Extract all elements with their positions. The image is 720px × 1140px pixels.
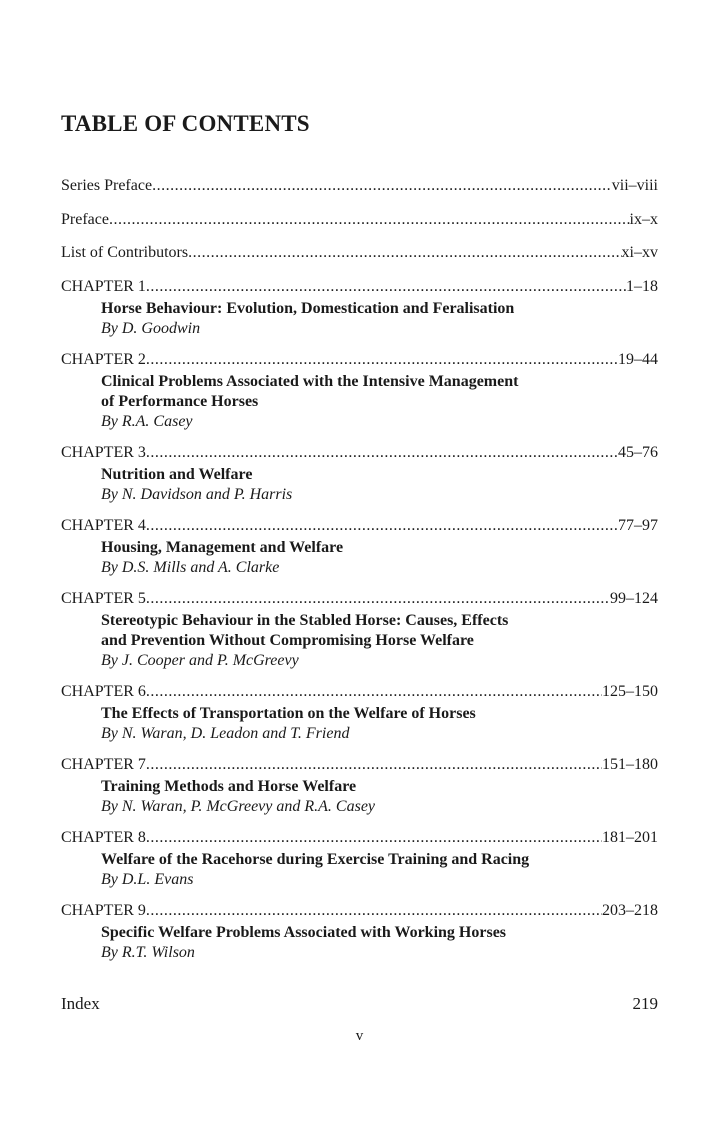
chapter-title-line: Housing, Management and Welfare (101, 538, 344, 556)
dot-leader (146, 753, 602, 777)
chapter-title-line: Horse Behaviour: Evolution, Domestication and Feralisation (101, 299, 515, 317)
toc-entry-chapter-4[interactable] (61, 514, 658, 578)
toc-entry-chapter-5[interactable] (61, 587, 658, 671)
toc-entry-list-of-contributors[interactable] (61, 241, 658, 265)
toc-entry-chapter-7[interactable] (61, 753, 658, 817)
page-number: v (355, 1028, 364, 1044)
chapter-title (61, 923, 601, 943)
entry-pages: vii–viii (611, 177, 658, 194)
chapter-title-line: and Prevention Without Compromising Horse Welfare (101, 631, 474, 649)
chapter-title (61, 299, 601, 319)
chapter-title (61, 704, 601, 724)
toc-entry-chapter-9[interactable] (61, 899, 658, 963)
chapter-label: CHAPTER 9 (61, 901, 146, 919)
chapter-title-line: Training Methods and Horse Welfare (101, 777, 357, 795)
entry-label: Series Preface (61, 177, 153, 194)
dot-leader (109, 208, 630, 232)
toc-entry-chapter-8[interactable] (61, 826, 658, 890)
chapter-author: By N. Waran, P. McGreevy and R.A. Casey (101, 797, 376, 815)
entry-label: Preface (61, 210, 109, 228)
toc-entry-index[interactable] (61, 992, 658, 1016)
chapter-author: By D.S. Mills and A. Clarke (101, 558, 280, 576)
chapter-author: By D.L. Evans (101, 870, 194, 888)
chapter-pages: 99–124 (610, 589, 658, 607)
chapter-title (61, 611, 601, 651)
dot-leader (188, 241, 621, 265)
chapter-author: By R.A. Casey (101, 412, 193, 430)
dot-leader (146, 275, 626, 299)
chapter-author: By D. Goodwin (101, 319, 201, 337)
chapter-author: By N. Waran, D. Leadon and T. Friend (101, 724, 350, 742)
chapter-pages: 77–97 (618, 516, 658, 534)
dot-leader (146, 680, 602, 704)
entry-pages: ix–x (629, 210, 658, 228)
chapter-title-line: Welfare of the Racehorse during Exercise Training and Racing (101, 850, 530, 868)
chapter-label: CHAPTER 3 (61, 443, 146, 461)
chapter-author: By J. Cooper and P. McGreevy (101, 651, 299, 669)
toc-entry-chapter-2[interactable] (61, 348, 658, 432)
dot-leader (146, 441, 618, 465)
chapter-label: CHAPTER 2 (61, 350, 146, 368)
chapter-label: CHAPTER 8 (61, 828, 146, 846)
chapter-pages: 203–218 (602, 901, 658, 919)
chapter-author: By R.T. Wilson (101, 943, 195, 961)
chapter-pages: 151–180 (602, 755, 658, 773)
chapter-label: CHAPTER 1 (61, 277, 146, 295)
dot-leader (152, 174, 612, 198)
toc-entry-series-preface[interactable] (61, 174, 658, 198)
chapter-title (61, 372, 601, 412)
index-page: 219 (632, 994, 658, 1013)
dot-leader (146, 587, 610, 611)
chapter-pages: 19–44 (618, 350, 658, 368)
chapter-pages: 125–150 (602, 682, 658, 700)
dot-leader (146, 348, 618, 372)
chapter-title (61, 538, 601, 558)
chapter-title (61, 465, 601, 485)
chapter-title (61, 777, 601, 797)
chapter-label: CHAPTER 7 (61, 755, 146, 773)
toc-entry-chapter-1[interactable] (61, 275, 658, 339)
chapter-pages: 45–76 (618, 443, 658, 461)
page-title: TABLE OF CONTENTS (61, 111, 310, 136)
chapter-author: By N. Davidson and P. Harris (101, 485, 293, 503)
chapter-title-line: Stereotypic Behaviour in the Stabled Horse: Causes, Effects (101, 611, 509, 629)
toc-list (61, 174, 658, 972)
toc-entry-chapter-6[interactable] (61, 680, 658, 744)
chapter-title-line: Clinical Problems Associated with the Intensive Management (101, 372, 519, 390)
chapter-title-line: Nutrition and Welfare (101, 465, 253, 483)
chapter-title (61, 850, 601, 870)
entry-label: List of Contributors (61, 244, 189, 261)
entry-pages: xi–xv (621, 244, 658, 261)
chapter-list (61, 275, 658, 963)
toc-entry-chapter-3[interactable] (61, 441, 658, 505)
dot-leader (146, 514, 618, 538)
chapter-label: CHAPTER 4 (61, 516, 146, 534)
chapter-pages: 181–201 (602, 828, 658, 846)
chapter-pages: 1–18 (626, 277, 658, 295)
chapter-label: CHAPTER 5 (61, 589, 146, 607)
index-label: Index (61, 994, 100, 1013)
chapter-title-line: The Effects of Transportation on the Welfare of Horses (101, 704, 476, 722)
chapter-title-line: of Performance Horses (101, 392, 259, 410)
chapter-label: CHAPTER 6 (61, 682, 146, 700)
chapter-title-line: Specific Welfare Problems Associated with Working Horses (101, 923, 507, 941)
dot-leader (146, 826, 602, 850)
toc-entry-preface[interactable] (61, 208, 658, 232)
dot-leader (146, 899, 602, 923)
